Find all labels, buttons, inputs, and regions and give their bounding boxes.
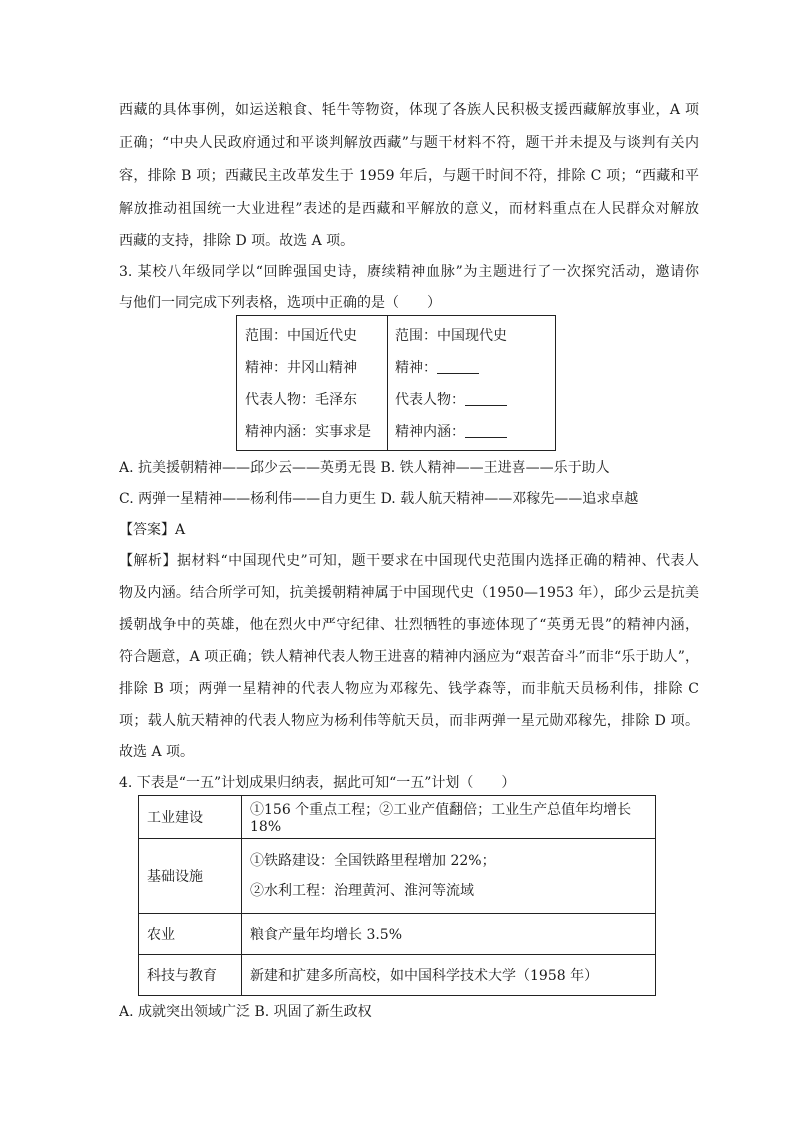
options-line: A. 抗美援朝精神——邱少云——英勇无畏 B. 铁人精神——王进喜——乐于助人 <box>119 460 610 476</box>
analysis-line: 排除 B 项；两弹一星精神的代表人物应为邓稼先、钱学森等，而非航天员杨利伟，排除 C <box>119 681 699 697</box>
table-cell: 代表人物：毛泽东 <box>245 392 357 408</box>
cell-label: 代表人物： <box>395 392 465 408</box>
answer-line: 【答案】A <box>119 522 186 538</box>
analysis-line: 援朝战争中的英雄，他在烈火中严守纪律、壮烈牺牲的事迹体现了“英勇无畏”的精神内涵， <box>119 617 699 633</box>
table-row <box>139 914 656 955</box>
question-stem: 与他们一同完成下列表格，选项中正确的是（ ） <box>119 295 441 311</box>
analysis-line: 符合题意，A 项正确；铁人精神代表人物王进喜的精神内涵应为“艰苦奋斗”而非“乐于助人”， <box>119 649 699 665</box>
table-row <box>139 796 656 839</box>
analysis-line: 故选 A 项。 <box>119 744 195 760</box>
cell-line: ①铁路建设：全国铁路里程增加 22%； <box>250 853 496 869</box>
table-cell: 范围：中国现代史 <box>395 328 507 344</box>
table-cell <box>395 422 507 442</box>
text-line: 解放推动祖国统一大业进程”表述的是西藏和平解放的意义，而材料重点在人民群众对解放 <box>119 201 699 217</box>
text-line: 西藏的支持，排除 D 项。故选 A 项。 <box>119 233 355 249</box>
table-cell-key: 工业建设 <box>139 796 242 839</box>
question-stem: 3. 某校八年级同学以“回眸强国史诗，赓续精神血脉”为主题进行了一次探究活动，邀请你 <box>119 264 699 280</box>
analysis-line: 【解析】据材料“中国现代史”可知，题干要求在中国现代史范围内选择正确的精神、代表人 <box>119 553 699 569</box>
fill-blank <box>465 423 507 438</box>
table-cell: 精神内涵：实事求是 <box>245 424 371 440</box>
table-cell <box>395 390 507 410</box>
table-cell: 精神：井冈山精神 <box>245 360 357 376</box>
text-line: 西藏的具体事例，如运送粮食、牦牛等物资，体现了各族人民积极支援西藏解放事业，A 项 <box>119 102 699 118</box>
text-line: 正确；“中央人民政府通过和平谈判解放西藏”与题干材料不符，题干并未提及与谈判有关内 <box>119 135 699 151</box>
table-cell: 范围：中国近代史 <box>245 328 357 344</box>
table-cell-key: 科技与教育 <box>139 955 242 996</box>
table-cell-key: 基础设施 <box>139 839 242 914</box>
table-cell-value: 新建和扩建多所高校，如中国科学技术大学（1958 年） <box>242 955 656 996</box>
table-column-left <box>237 316 388 450</box>
table-cell-key: 农业 <box>139 914 242 955</box>
five-year-plan-table <box>138 795 656 996</box>
question-stem: 4. 下表是“一五”计划成果归纳表，据此可知“一五”计划（ ） <box>119 775 516 791</box>
cell-label: 精神： <box>395 360 437 376</box>
options-line: C. 两弹一星精神——杨利伟——自力更生 D. 载人航天精神——邓稼先——追求卓越 <box>119 491 639 507</box>
analysis-line: 项；载人航天精神的代表人物应为杨利伟等航天员，而非两弹一星元勋邓稼先，排除 D 项。 <box>119 713 699 729</box>
table-cell-value: 粮食产量年均增长 3.5% <box>242 914 656 955</box>
fill-blank <box>465 391 507 406</box>
options-line: A. 成就突出领域广泛 B. 巩固了新生政权 <box>119 1004 372 1020</box>
analysis-line: 物及内涵。结合所学可知，抗美援朝精神属于中国现代史（1950—1953 年），邱少云是抗美 <box>119 585 699 601</box>
table-cell <box>395 358 479 378</box>
spirit-table <box>236 315 556 451</box>
cell-label: 精神内涵： <box>395 424 465 440</box>
cell-line: ②水利工程：治理黄河、淮河等流域 <box>250 883 474 899</box>
table-cell-value: ①156 个重点工程；②工业产值翻倍；工业生产总值年均增长 18% <box>242 796 656 839</box>
table-row <box>139 955 656 996</box>
fill-blank <box>437 359 479 374</box>
text-line: 容，排除 B 项；西藏民主改革发生于 1959 年后，与题干时间不符，排除 C 项；“西藏和平 <box>119 168 699 184</box>
table-column-right <box>387 316 537 450</box>
table-row <box>139 839 656 914</box>
table-cell-value <box>242 839 656 914</box>
